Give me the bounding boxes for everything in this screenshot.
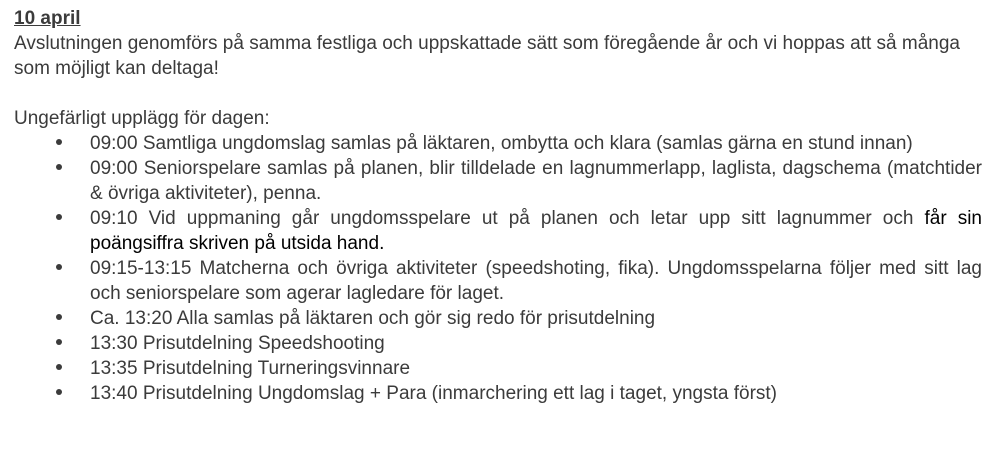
schedule-item-text-end: .	[379, 233, 385, 254]
bullet-icon	[54, 131, 64, 156]
schedule-item	[14, 206, 982, 256]
bullet-icon	[54, 256, 64, 281]
bullet-icon	[54, 206, 64, 231]
schedule-item-text-emphasis: får sin poängsiffra skriven på utsida hand	[90, 208, 982, 254]
schedule-item-text: 13:30 Prisutdelning Speedshooting	[90, 333, 385, 354]
schedule-intro-label: Ungefärligt upplägg för dagen:	[14, 108, 270, 129]
blank-line	[14, 81, 982, 106]
schedule-item-text: 09:10 Vid uppmaning går ungdomsspelare ut på planen och letar upp sitt lagnummer och	[90, 208, 925, 229]
bullet-icon	[54, 306, 64, 331]
schedule-item	[14, 356, 982, 381]
schedule-item	[14, 131, 982, 156]
schedule-list	[14, 131, 982, 406]
schedule-item-text: 09:15-13:15 Matcherna och övriga aktiviteter (speedshoting, fika). Ungdomsspelarna följer med sitt lag och seniorspelare som agerar lagledare för laget.	[90, 258, 982, 304]
schedule-item-text: 09:00 Seniorspelare samlas på planen, blir tilldelade en lagnummerlapp, laglista, dagschema (matchtider & övriga aktiviteter), penna.	[90, 158, 982, 204]
schedule-item	[14, 306, 982, 331]
schedule-item-text: 13:35 Prisutdelning Turneringsvinnare	[90, 358, 411, 379]
bullet-icon	[54, 156, 64, 181]
schedule-item	[14, 156, 982, 206]
date-heading: 10 april	[14, 8, 81, 29]
intro-paragraph: Avslutningen genomförs på samma festliga och uppskattade sätt som föregående år och vi hoppas att så många som möjligt kan deltaga!	[14, 33, 960, 79]
schedule-item-text: 09:00 Samtliga ungdomslag samlas på läktaren, ombytta och klara (samlas gärna en stund innan)	[90, 133, 913, 154]
schedule-item-text: Ca. 13:20 Alla samlas på läktaren och gör sig redo för prisutdelning	[90, 308, 656, 329]
bullet-icon	[54, 381, 64, 406]
schedule-item-text: 13:40 Prisutdelning Ungdomslag + Para (inmarchering ett lag i taget, yngsta först)	[90, 383, 778, 404]
schedule-item	[14, 381, 982, 406]
schedule-item	[14, 256, 982, 306]
schedule-item	[14, 331, 982, 356]
bullet-icon	[54, 331, 64, 356]
bullet-icon	[54, 356, 64, 381]
